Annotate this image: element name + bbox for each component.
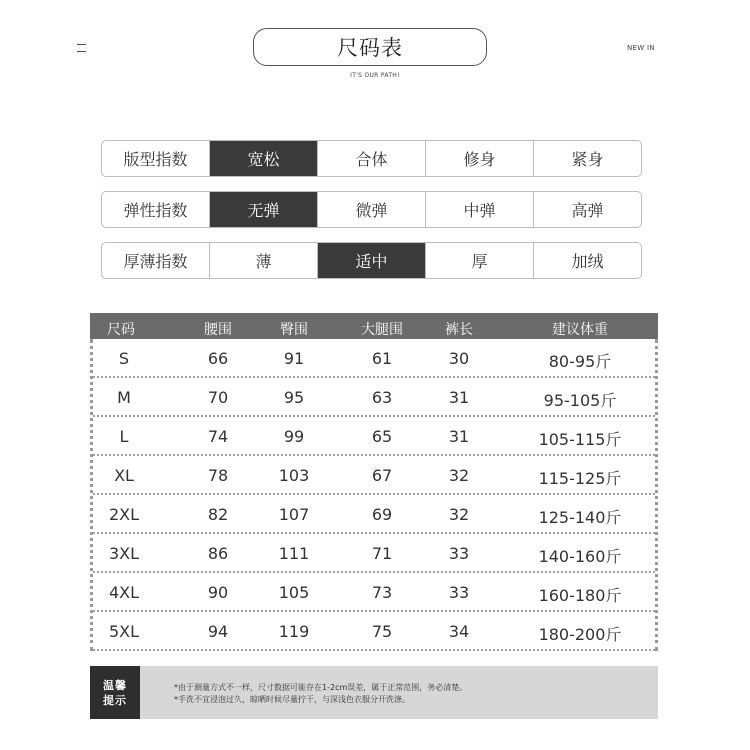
- table-cell-4: 32: [448, 505, 470, 524]
- table-cell-1: 90: [207, 583, 229, 602]
- table-cell-1: 70: [207, 388, 229, 407]
- stretch-option-2: 中弹: [425, 192, 533, 227]
- table-row: [93, 495, 655, 534]
- table-row: [93, 417, 655, 456]
- menu-icon: [77, 44, 86, 52]
- table-cell-1: 94: [207, 622, 229, 641]
- tips-text: [140, 666, 467, 719]
- tips-label-line2: 提示: [103, 693, 127, 707]
- fit-option-0: 宽松: [209, 141, 317, 176]
- fit-index-row: [101, 140, 642, 177]
- table-row: [93, 573, 655, 612]
- table-cell-5: 105-115斤: [538, 430, 622, 449]
- table-cell-0: M: [117, 388, 131, 407]
- table-row: [93, 339, 655, 378]
- table-cell-0: L: [119, 427, 129, 446]
- table-cell-2: 91: [283, 349, 305, 368]
- table-row: [93, 612, 655, 651]
- table-cell-4: 33: [448, 583, 470, 602]
- table-cell-1: 86: [207, 544, 229, 563]
- table-cell-0: 3XL: [108, 544, 140, 563]
- table-cell-1: 78: [207, 466, 229, 485]
- table-cell-4: 33: [448, 544, 470, 563]
- table-cell-4: 34: [448, 622, 470, 641]
- fit-option-2: 修身: [425, 141, 533, 176]
- table-cell-5: 115-125斤: [538, 469, 622, 488]
- stretch-option-0: 无弹: [209, 192, 317, 227]
- stretch-index-label: 弹性指数: [123, 201, 188, 220]
- thickness-index-row: [101, 242, 642, 279]
- column-header-1: 腰围: [204, 322, 232, 338]
- thick-option-2: 厚: [425, 243, 533, 278]
- new-in-label: NEW IN: [627, 44, 655, 52]
- stretch-option-1: 微弹: [317, 192, 425, 227]
- table-cell-2: 119: [278, 622, 310, 641]
- table-cell-2: 99: [283, 427, 305, 446]
- table-cell-3: 73: [371, 583, 393, 602]
- table-cell-2: 95: [283, 388, 305, 407]
- tips-label: [90, 666, 140, 719]
- table-row: [93, 534, 655, 573]
- table-cell-5: 80-95斤: [548, 352, 612, 371]
- table-cell-5: 160-180斤: [538, 586, 622, 605]
- tips-line-2: *手洗不宜浸泡过久，晾晒时候尽量拧干，与深浅色衣服分开洗涤。: [174, 695, 410, 704]
- table-cell-4: 31: [448, 427, 470, 446]
- table-row: [93, 378, 655, 417]
- table-cell-5: 95-105斤: [543, 391, 617, 410]
- page-title-text: 尺码表: [337, 36, 403, 60]
- table-cell-0: 2XL: [108, 505, 140, 524]
- table-cell-0: XL: [114, 466, 134, 485]
- table-cell-3: 67: [371, 466, 393, 485]
- table-cell-1: 74: [207, 427, 229, 446]
- table-cell-3: 65: [371, 427, 393, 446]
- table-cell-3: 71: [371, 544, 393, 563]
- table-cell-0: S: [118, 349, 130, 368]
- page-subtitle: IT'S OUR PATH!: [350, 72, 400, 79]
- thick-option-0: 薄: [209, 243, 317, 278]
- table-cell-5: 125-140斤: [538, 508, 622, 527]
- tips-label-line1: 温馨: [103, 678, 127, 692]
- size-table-body: [90, 339, 658, 651]
- fit-option-1: 合体: [317, 141, 425, 176]
- table-cell-2: 111: [278, 544, 310, 563]
- table-cell-1: 66: [207, 349, 229, 368]
- table-cell-5: 180-200斤: [538, 625, 622, 644]
- column-header-4: 裤长: [445, 322, 473, 338]
- tips-panel: [90, 666, 658, 719]
- table-row: [93, 456, 655, 495]
- table-cell-5: 140-160斤: [538, 547, 622, 566]
- table-cell-3: 61: [371, 349, 393, 368]
- column-header-3: 大腿围: [361, 322, 403, 338]
- stretch-index-row: [101, 191, 642, 228]
- table-cell-4: 31: [448, 388, 470, 407]
- column-header-2: 臀围: [280, 322, 308, 338]
- fit-option-3: 紧身: [533, 141, 641, 176]
- table-cell-2: 103: [278, 466, 310, 485]
- size-table-header: [90, 313, 658, 339]
- table-cell-2: 105: [278, 583, 310, 602]
- tips-line-1: *由于测量方式不一样，尺寸数据可能存在1-2cm误差，属于正常范围，务必清楚。: [174, 683, 468, 692]
- thick-option-1: 适中: [317, 243, 425, 278]
- table-cell-2: 107: [278, 505, 310, 524]
- table-cell-1: 82: [207, 505, 229, 524]
- table-cell-4: 30: [448, 349, 470, 368]
- table-cell-0: 4XL: [108, 583, 140, 602]
- column-header-0: 尺码: [107, 322, 135, 338]
- fit-index-label: 版型指数: [123, 150, 188, 169]
- column-header-5: 建议体重: [552, 322, 608, 338]
- table-cell-3: 69: [371, 505, 393, 524]
- page-title: [253, 28, 487, 66]
- table-cell-3: 75: [371, 622, 393, 641]
- table-cell-4: 32: [448, 466, 470, 485]
- size-table: [90, 313, 658, 651]
- thick-index-label: 厚薄指数: [123, 252, 188, 271]
- table-cell-3: 63: [371, 388, 393, 407]
- thick-option-3: 加绒: [533, 243, 641, 278]
- table-cell-0: 5XL: [108, 622, 140, 641]
- stretch-option-3: 高弹: [533, 192, 641, 227]
